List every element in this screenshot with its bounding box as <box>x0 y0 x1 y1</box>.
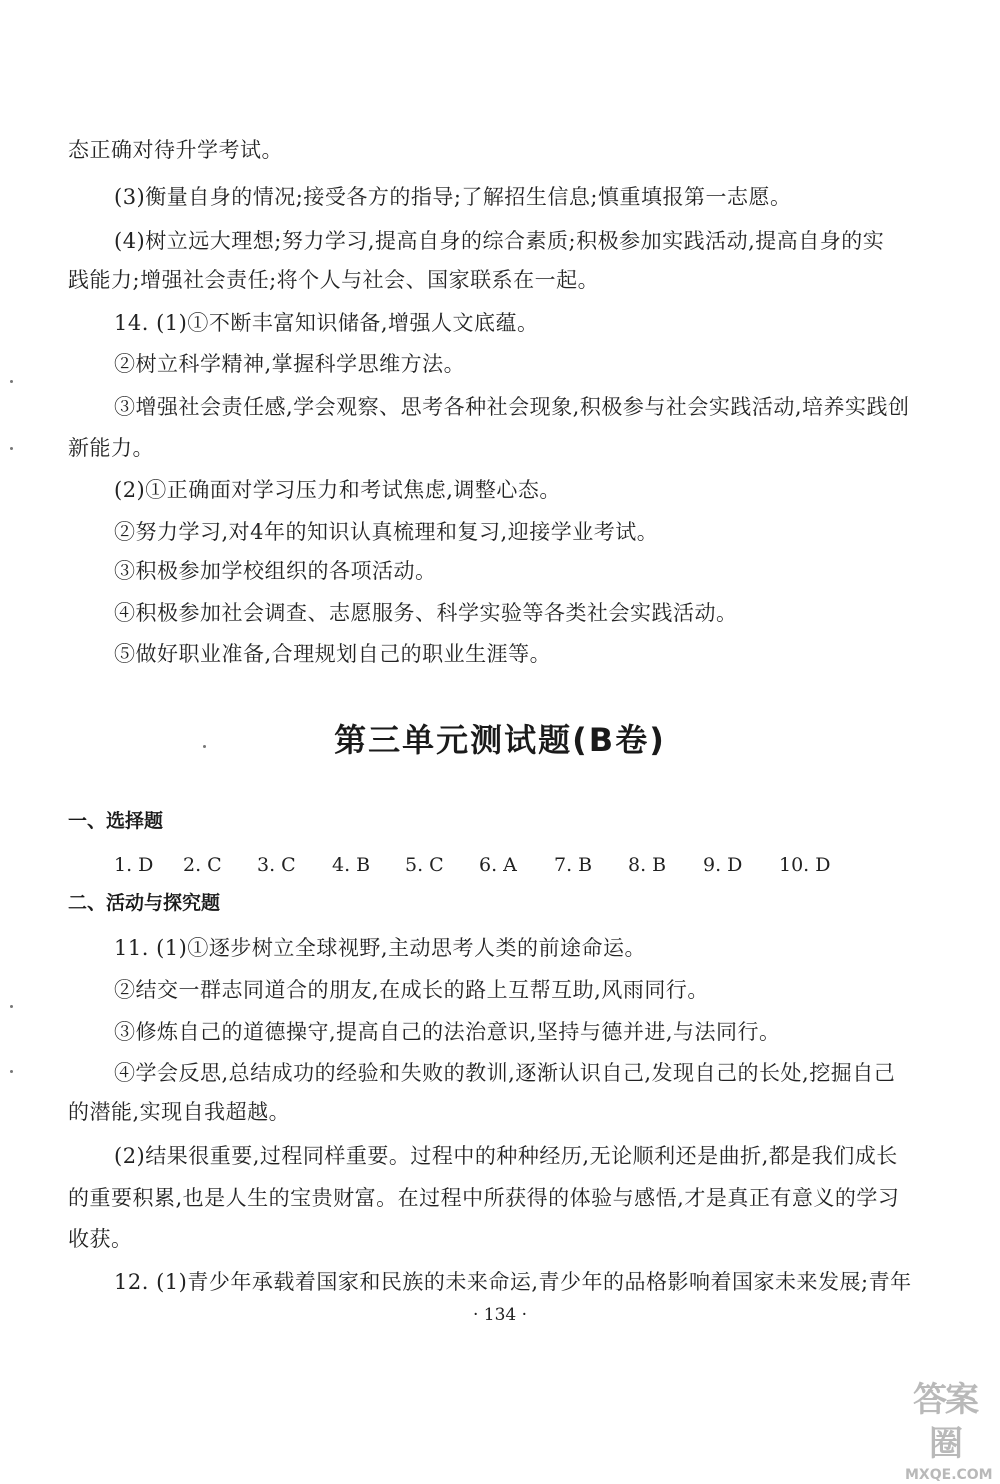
text-line: 态正确对待升学考试。 <box>68 138 283 162</box>
text-line: 践能力;增强社会责任;将个人与社会、国家联系在一起。 <box>68 268 600 292</box>
text-line: 11. (1)①逐步树立全球视野,主动思考人类的前途命运。 <box>114 936 646 960</box>
text-line: 12. (1)青少年承载着国家和民族的未来命运,青少年的品格影响着国家未来发展;青年 <box>114 1270 912 1294</box>
section-heading-inquiry: 二、活动与探究题 <box>68 892 221 914</box>
answer-item: 3. C <box>257 854 296 876</box>
answer-item: 5. C <box>405 854 444 876</box>
scan-speck <box>203 745 206 748</box>
text-line: ⑤做好职业准备,合理规划自己的职业生涯等。 <box>114 642 552 666</box>
scan-speck <box>10 380 13 383</box>
text-line: ④学会反思,总结成功的经验和失败的教训,逐渐认识自己,发现自己的长处,挖掘自己 <box>114 1061 896 1085</box>
text-line: ②树立科学精神,掌握科学思维方法。 <box>114 352 466 376</box>
answer-item: 2. C <box>183 854 222 876</box>
text-line: (2)结果很重要,过程同样重要。过程中的种种经历,无论顺利还是曲折,都是我们成长 <box>114 1144 898 1168</box>
answer-item: 8. B <box>628 854 667 876</box>
section-heading-choice: 一、选择题 <box>68 810 164 832</box>
text-line: 的潜能,实现自我超越。 <box>68 1100 291 1124</box>
text-line: (3)衡量自身的情况;接受各方的指导;了解招生信息;慎重填报第一志愿。 <box>114 185 792 209</box>
text-line: 收获。 <box>68 1227 133 1251</box>
answer-item: 1. D <box>114 854 154 876</box>
text-line: ④积极参加社会调查、志愿服务、科学实验等各类社会实践活动。 <box>114 601 738 625</box>
answer-item: 4. B <box>332 854 371 876</box>
watermark <box>905 1378 993 1483</box>
text-line: (4)树立远大理想;努力学习,提高自身的综合素质;积极参加实践活动,提高自身的实 <box>114 229 885 253</box>
answer-item: 6. A <box>479 854 517 876</box>
text-line: ②努力学习,对4年的知识认真梳理和复习,迎接学业考试。 <box>114 520 659 544</box>
watermark-logo: 答案圈 <box>913 1380 977 1464</box>
text-line: 的重要积累,也是人生的宝贵财富。在过程中所获得的体验与感悟,才是真正有意义的学习 <box>68 1186 900 1210</box>
text-line: 14. (1)①不断丰富知识储备,增强人文底蕴。 <box>114 311 539 335</box>
text-line: ②结交一群志同道合的朋友,在成长的路上互帮互助,风雨同行。 <box>114 978 709 1002</box>
scan-speck <box>10 1070 13 1073</box>
watermark-url: MXQE.COM <box>905 1467 993 1483</box>
text-line: ③积极参加学校组织的各项活动。 <box>114 559 437 583</box>
text-line: ③增强社会责任感,学会观察、思考各种社会现象,积极参与社会实践活动,培养实践创 <box>114 395 910 419</box>
page-number: · 134 · <box>472 1305 528 1325</box>
page-title: 第三单元测试题(B卷) <box>334 721 666 759</box>
answer-item: 7. B <box>554 854 593 876</box>
scan-speck <box>10 447 13 450</box>
text-line: ③修炼自己的道德操守,提高自己的法治意识,坚持与德并进,与法同行。 <box>114 1020 781 1044</box>
scan-speck <box>10 1005 13 1008</box>
answer-item: 9. D <box>703 854 743 876</box>
answer-item: 10. D <box>779 854 831 876</box>
text-line: (2)①正确面对学习压力和考试焦虑,调整心态。 <box>114 478 561 502</box>
text-line: 新能力。 <box>68 436 154 460</box>
